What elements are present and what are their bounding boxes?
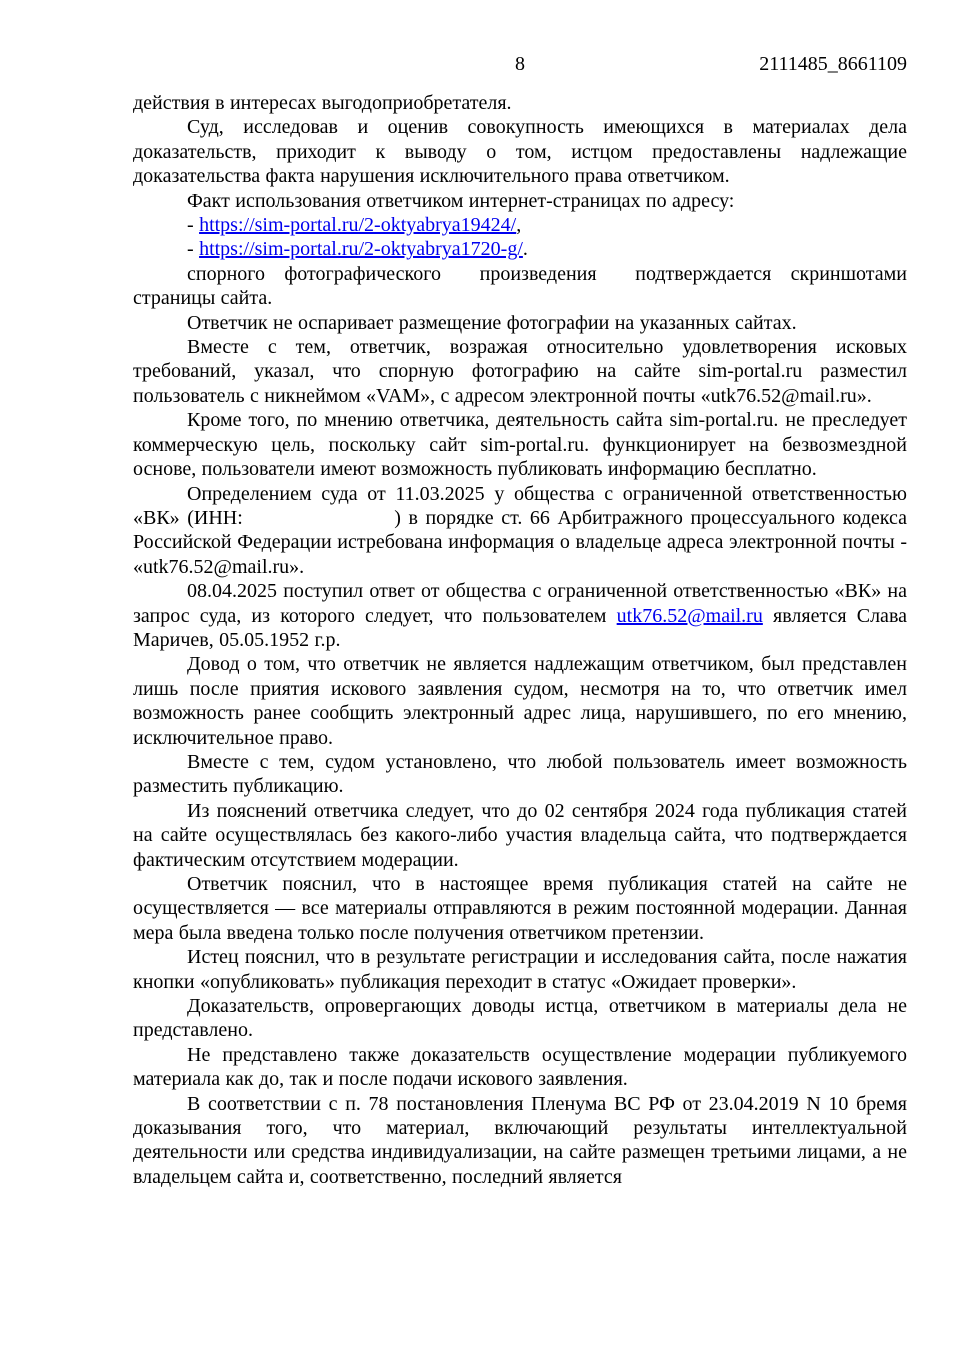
paragraph (133, 1043, 907, 1092)
paragraph (133, 652, 907, 750)
text-run: спорного фотографического произведения подтверждается скриншотами страницы сайта. (133, 262, 907, 310)
paragraph (133, 799, 907, 872)
paragraph (133, 189, 907, 213)
page-number: 8 (515, 53, 525, 75)
document-body (133, 91, 907, 1189)
text-run: . (522, 238, 528, 261)
paragraph (133, 872, 907, 945)
paragraph (133, 482, 907, 580)
text-run: В соответствии с п. 78 постановления Пленума ВС РФ от 23.04.2019 N 10 бремя доказывания того, что материал, включающий результаты интеллектуальной деятельности или средства индивидуализации, на сайте размещен третьими лицами, а не владельцем сайта и, соответственно, последний является (133, 1092, 907, 1188)
paragraph (133, 213, 907, 237)
text-run: Факт использования ответчиком интернет-страницах по адресу: (187, 189, 735, 212)
paragraph (133, 115, 907, 188)
text-run: Не представлено также доказательств осуществление модерации публикуемого материала как до, так и после подачи искового заявления. (133, 1043, 907, 1091)
paragraph (133, 1092, 907, 1190)
text-run: - (187, 214, 200, 237)
paragraph (133, 262, 907, 311)
page-header (133, 52, 907, 76)
paragraph (133, 237, 907, 261)
text-run: Вместе с тем, ответчик, возражая относительно удовлетворения исковых требований, указал, что спорную фотографию на сайте sim-portal.ru разместил пользователь с никнеймом «VAM», с адресом электронной почты «utk76.52@mail.ru». (133, 336, 907, 407)
paragraph (133, 311, 907, 335)
text-run: Кроме того, по мнению ответчика, деятельность сайта sim-portal.ru. не преследует коммерческую цель, поскольку сайт sim-portal.ru. функционирует на безвозмездной основе, пользователи имеют возможность публиковать информацию бесплатно. (133, 409, 907, 481)
text-run: 08.04.2025 поступил ответ от общества с ограниченной ответственностью «ВК» на запрос суда, из которого следует, что пользователем (133, 580, 907, 627)
hyperlink[interactable]: utk76.52@mail.ru (616, 604, 763, 627)
text-run: Ответчик не оспаривает размещение фотографии на указанных сайтах. (187, 311, 797, 334)
paragraph (133, 945, 907, 994)
document-id: 2111485_8661109 (759, 53, 907, 75)
text-run: Суд, исследовав и оценив совокупность имеющихся в материалах дела доказательств, приходит к выводу о том, истцом предоставлены надлежащие доказательства факта нарушения исключительного права ответчиком. (133, 116, 907, 188)
text-run: является Слава Маричев, 05.05.1952 г.р. (133, 604, 907, 651)
paragraph (133, 408, 907, 481)
hyperlink[interactable]: https://sim-portal.ru/2-oktyabrya19424/ (199, 214, 517, 237)
paragraph (133, 335, 907, 408)
paragraph (133, 91, 907, 115)
text-run: действия в интересах выгодоприобретателя. (133, 92, 512, 114)
paragraph (133, 579, 907, 652)
paragraph (133, 750, 907, 799)
text-run: Довод о том, что ответчик не является надлежащим ответчиком, был представлен лишь после приятия искового заявления судом, несмотря на то, что ответчик имел возможность ранее сообщить электронный адрес лица, нарушившего, по его мнению, исключительное право. (133, 653, 907, 749)
text-run: Определением суда от 11.03.2025 у общества с ограниченной ответственностью «ВК» (ИНН: ) в порядке ст. 66 Арбитражного процессуального кодекса Российской Федерации истребована информация о владельце адреса электронной почты - «utk76.52@mail.ru». (133, 482, 907, 578)
text-run: - (187, 238, 200, 261)
text-run: Вместе с тем, судом установлено, что любой пользователь имеет возможность разместить публикацию. (133, 750, 907, 798)
text-run: , (516, 214, 522, 237)
hyperlink[interactable]: https://sim-portal.ru/2-oktyabrya1720-g/ (199, 238, 523, 261)
text-run: Истец пояснил, что в результате регистрации и исследования сайта, после нажатия кнопки «опубликовать» публикация переходит в статус «Ожидает проверки». (133, 946, 907, 993)
text-run: Доказательств, опровергающих доводы истца, ответчиком в материалы дела не представлено. (133, 995, 907, 1042)
text-run: Ответчик пояснил, что в настоящее время публикация статей на сайте не осуществляется — все материалы отправляются в режим постоянной модерации. Данная мера была введена только после получения ответчиком претензии. (133, 873, 907, 944)
text-run: Из пояснений ответчика следует, что до 02 сентября 2024 года публикация статей на сайте осуществлялась без какого-либо участия владельца сайта, что подтверждается фактическим отсутствием модерации. (133, 799, 907, 871)
paragraph (133, 994, 907, 1043)
